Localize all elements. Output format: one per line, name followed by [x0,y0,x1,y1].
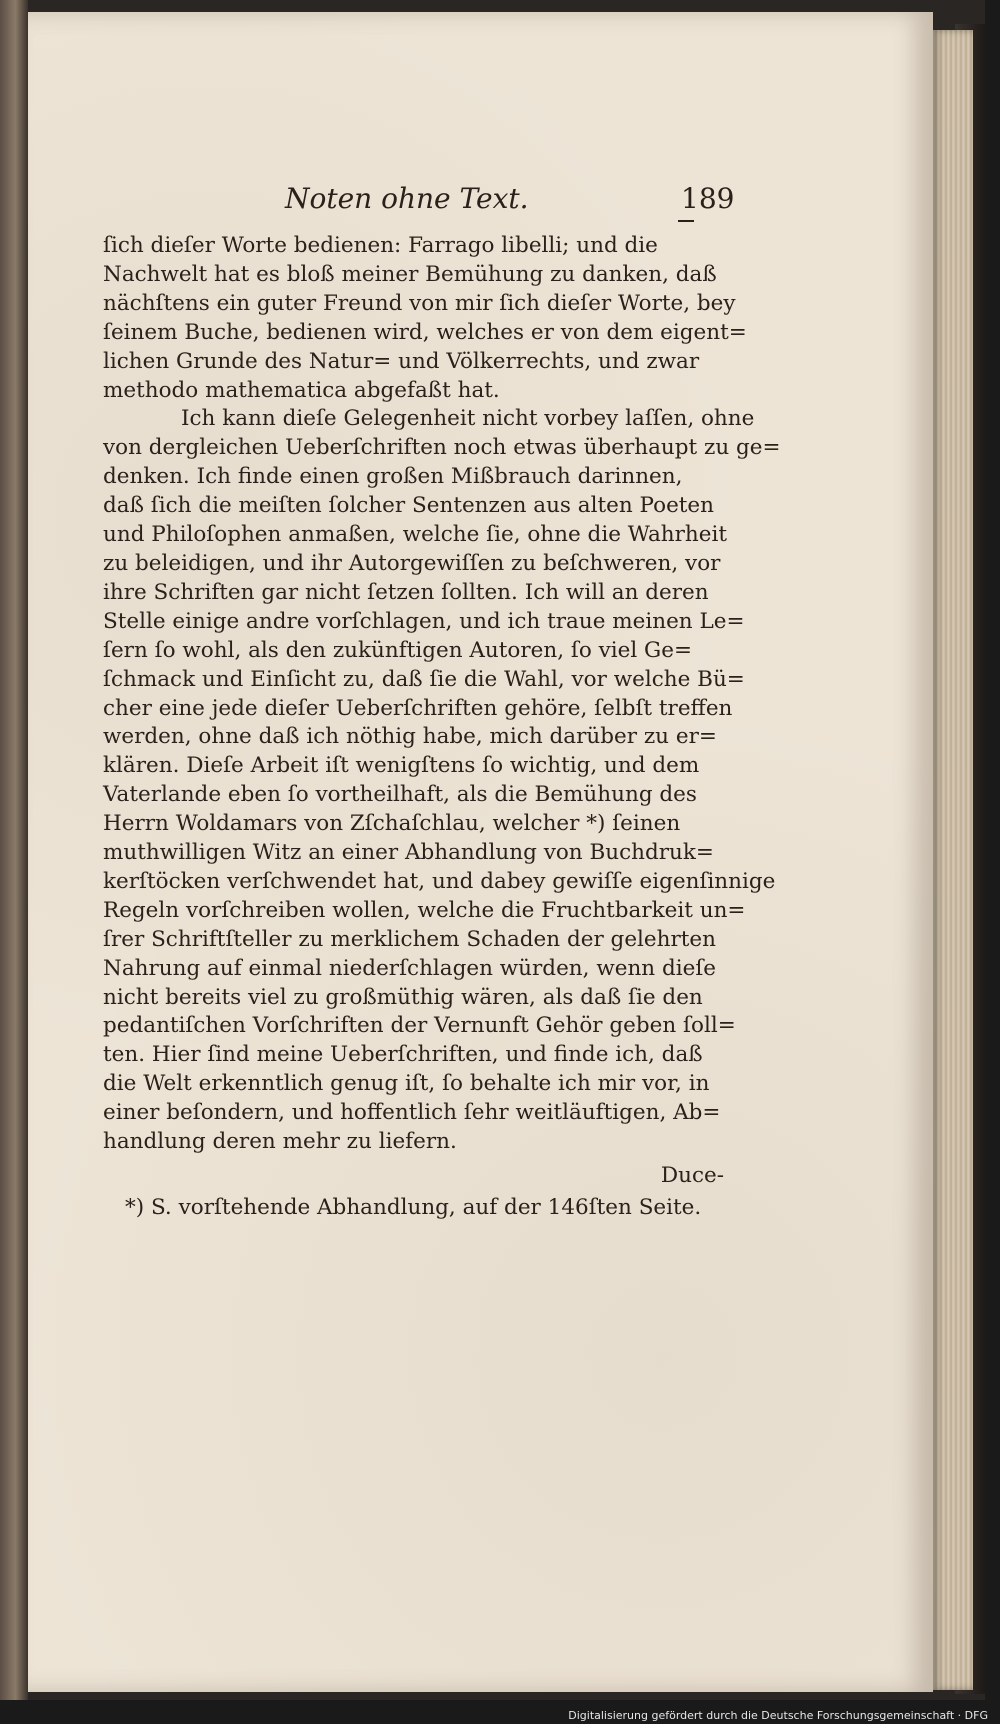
running-head [103,172,735,232]
page-number-mark [678,220,694,222]
text-line: ſich dieſer Worte bedienen: Farrago libelli; und die [103,233,658,258]
catchword: Duce- [660,1163,724,1188]
text-line: Regeln vorſchreiben wollen, welche die Fruchtbarkeit un= [103,897,746,923]
page-stack [933,30,973,1690]
text-line: Nahrung auf einmal niederſchlagen würden, wenn dieſe [103,955,717,981]
text-line: ſeinem Buche, bedienen wird, welches er von dem eigent= [103,319,747,345]
book-page [28,12,933,1692]
text-line: kerſtöcken verſchwendet hat, und dabey gewiſſe eigenſinnige [103,868,776,894]
text-line: nächſtens ein guter Freund von mir ſich dieſer Worte, bey [103,290,736,316]
text-line: nicht bereits viel zu großmüthig wären, als daß ſie den [103,984,703,1010]
text-line: und Philoſophen anmaßen, welche ſie, ohne die Wahrheit [103,522,728,548]
text-line: Stelle einige andre vorſchlagen, und ich traue meinen Le= [103,608,745,634]
text-line: einer beſondern, und hoffentlich ſehr weitläuftigen, Ab= [103,1100,721,1126]
body-text [103,232,781,1157]
text-line: Ich kann dieſe Gelegenheit nicht vorbey laſſen, ohne [181,406,755,432]
text-line: Herrn Woldamars von Zſchaſchlau, welcher *) ſeinen [103,811,681,837]
text-line: die Welt erkenntlich genug iſt, ſo behalte ich mir vor, in [103,1071,710,1097]
text-line: von dergleichen Ueberſchriften noch etwas überhaupt zu ge= [103,435,781,461]
text-line: Vaterlande eben ſo vortheilhaft, als die Bemühung des [103,782,697,808]
text-line: handlung deren mehr zu liefern. [103,1129,457,1155]
text-line: klären. Dieſe Arbeit iſt wenigſtens ſo wichtig, und dem [103,753,700,779]
text-line: daß ſich die meiſten ſolcher Sentenzen aus alten Poeten [103,493,715,519]
text-line: pedantiſchen Vorſchriften der Vernunft Gehör geben ſoll= [103,1013,736,1039]
text-line: lichen Grunde des Natur= und Völkerrechts, und zwar [103,348,700,374]
text-line: denken. Ich finde einen großen Mißbrauch darinnen, [103,464,683,490]
page-number: 189 [681,182,735,215]
text-line: ihre Schriften gar nicht ſetzen ſollten. Ich will an deren [103,579,709,605]
digitization-credit: Digitalisierung gefördert durch die Deutsche Forschungsgemeinschaft · DFG [568,1709,988,1722]
book-spine-edge [0,0,28,1700]
text-block [103,172,781,1223]
text-line: cher eine jede dieſer Ueberſchriften gehöre, ſelbſt treffen [103,695,733,721]
text-line: ſrer Schriftſteller zu merklichem Schaden der gelehrten [103,926,716,952]
text-line: muthwilligen Witz an einer Abhandlung von Buchdruk= [103,840,714,866]
running-head-title: Noten ohne Text. [285,182,529,215]
text-line: ſern ſo wohl, als den zukünftigen Autoren, ſo viel Ge= [103,637,692,663]
footnote: *) S. vorſtehende Abhandlung, auf der 146ſten Seite. [125,1195,702,1220]
text-line: methodo mathematica abgefaßt hat. [103,377,500,403]
text-line: Nachwelt hat es bloß meiner Bemühung zu danken, daß [103,261,717,287]
text-line: zu beleidigen, und ihr Autorgewiſſen zu beſchweren, vor [103,550,721,576]
text-line: ten. Hier ſind meine Ueberſchriften, und finde ich, daß [103,1042,703,1068]
text-line: ſchmack und Einſicht zu, daß ſie die Wahl, vor welche Bü= [103,666,745,692]
text-line: werden, ohne daß ich nöthig habe, mich darüber zu er= [103,724,717,750]
